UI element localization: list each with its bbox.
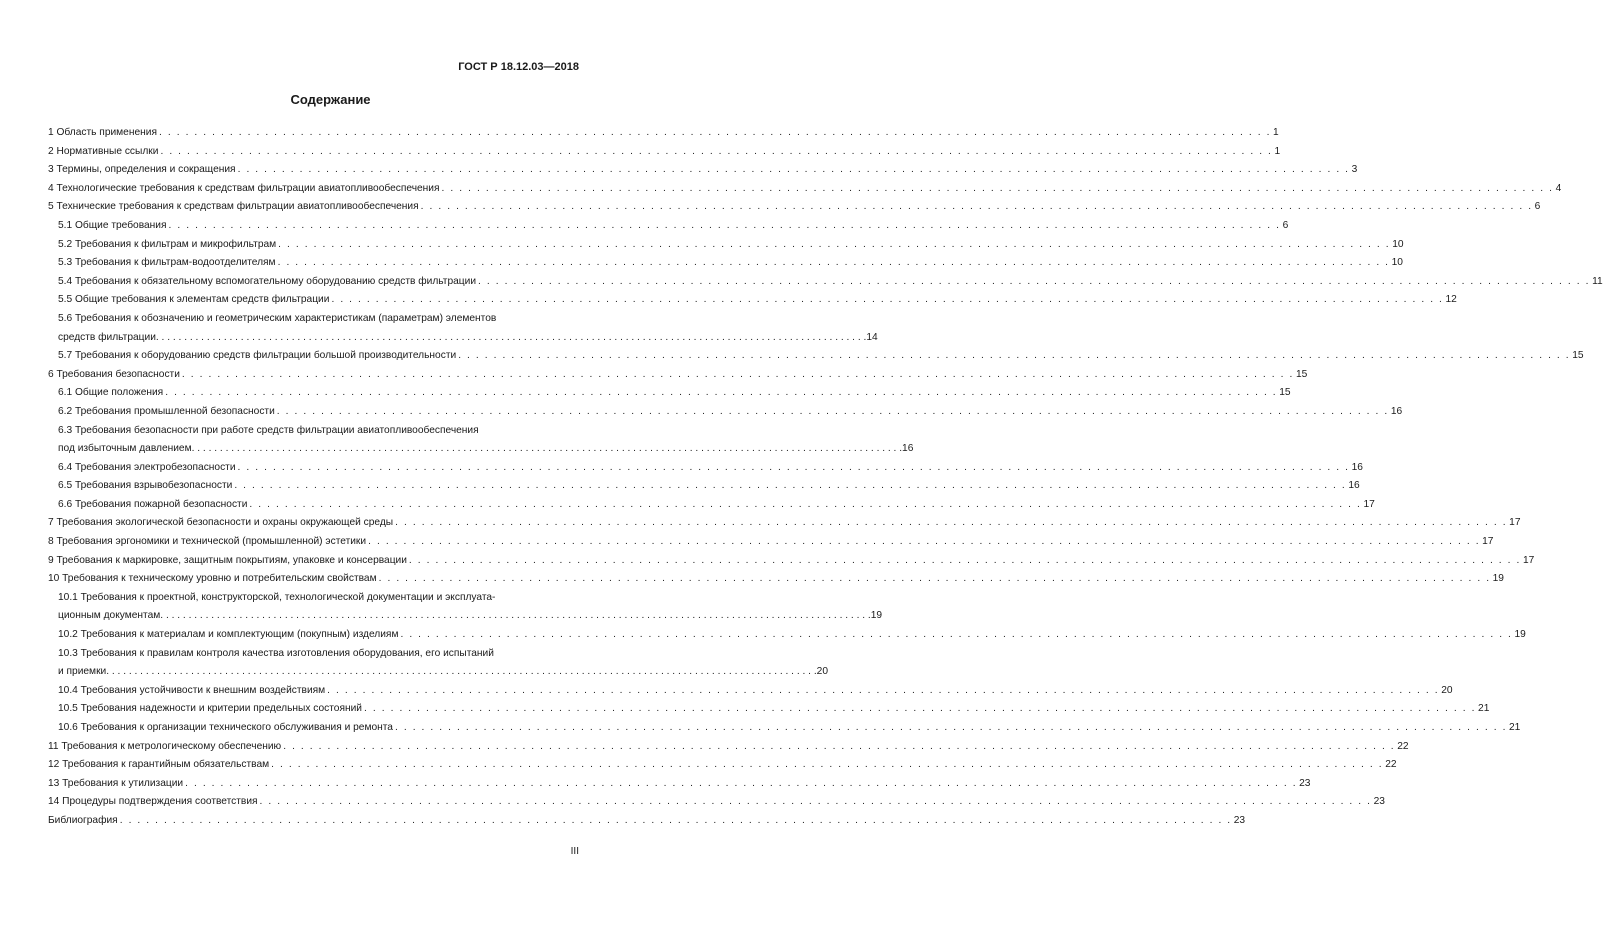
toc-entry-title: 5.4 Требования к обязательному вспомогательному оборудованию средств фильтрации [58,275,477,287]
toc-entry-title: 10.6 Требования к организации технического обслуживания и ремонта [58,722,393,733]
toc-leader: . . . . . . . . . . . . . . . . . . . . . . . . . . . . . . . . . . . . . . . . . . . . . . . . . . . . . . . . . . . . . . . . . . . . . . . . . . . . . . . . . . . . . . . . . . . . . . . . . . . . . . . . . . . . . . . . . . . . . . . . . . . . . . [237,461,1350,473]
toc-entry-page: 19 [1492,573,1504,585]
toc-entry-10-1[interactable] [48,589,883,626]
toc-entry-page: 19 [1514,629,1526,641]
toc-entry-title: 6.2 Требования промышленной безопасности [58,405,275,417]
toc-leader: . . . . . . . . . . . . . . . . . . . . . . . . . . . . . . . . . . . . . . . . . . . . . . . . . . . . . . . . . . . . . . . . . . . . . . . . . . . . . . . . . . . . . . . . . . . . . . . . . . . . . . . . . . . . . . . . . . . . . . . . . . . . . . [478,275,1591,287]
toc-entry-title: Библиография [48,814,118,826]
toc-entry-page: 15 [1572,350,1584,362]
toc-leader: . . . . . . . . . . . . . . . . . . . . . . . . . . . . . . . . . . . . . . . . . . . . . . . . . . . . . . . . . . . . . . . . . . . . . . . . . . . . . . . . . . . . . . . . . . . . . . . . . . . . . . . . . . . . . . . . . . . . . . . . . . . . . . [155,331,867,343]
toc-entry-title: 5.5 Общие требования к элементам средств фильтрации [58,294,330,306]
toc-entry-title: 5.7 Требования к оборудованию средств фильтрации большой производительности [58,350,457,362]
toc-entry-title: 4 Технологические требования к средствам фильтрации авиатопливообеспечения [48,182,440,194]
toc-leader: . . . . . . . . . . . . . . . . . . . . . . . . . . . . . . . . . . . . . . . . . . . . . . . . . . . . . . . . . . . . . . . . . . . . . . . . . . . . . . . . . . . . . . . . . . . . . . . . . . . . . . . . . . . . . . . . . . . . . . . . . . . . . . [191,443,903,455]
toc-entry-page: 3 [1351,164,1358,176]
page-title: Содержание [290,92,371,107]
toc-entry-page: 22 [1397,740,1409,752]
toc-leader: . . . . . . . . . . . . . . . . . . . . . . . . . . . . . . . . . . . . . . . . . . . . . . . . . . . . . . . . . . . . . . . . . . . . . . . . . . . . . . . . . . . . . . . . . . . . . . . . . . . . . . . . . . . . . . . . . . . . . . . . . . . . . . [165,387,1278,399]
toc-leader: . . . . . . . . . . . . . . . . . . . . . . . . . . . . . . . . . . . . . . . . . . . . . . . . . . . . . . . . . . . . . . . . . . . . . . . . . . . . . . . . . . . . . . . . . . . . . . . . . . . . . . . . . . . . . . . . . . . . . . . . . . . . . . [283,740,1396,752]
toc-entry-1[interactable] [48,124,1279,143]
toc-entry-10-4[interactable] [48,682,1453,701]
toc-entry-title: 10.2 Требования к материалам и комплектующим (покупным) изделиям [58,629,399,641]
toc-entry-title: 14 Процедуры подтверждения соответствия [48,796,258,808]
toc-entry-5-1[interactable] [48,217,1289,236]
toc-entry-title-line1: 10.3 Требования к правилам контроля качества изготовления оборудования, его испытаний [58,647,494,659]
toc-entry-title: и приемки [58,666,107,678]
toc-leader: . . . . . . . . . . . . . . . . . . . . . . . . . . . . . . . . . . . . . . . . . . . . . . . . . . . . . . . . . . . . . . . . . . . . . . . . . . . . . . . . . . . . . . . . . . . . . . . . . . . . . . . . . . . . . . . . . . . . . . . . . . . . . . [106,666,817,678]
toc-entry-title: 5.1 Общие требования [58,219,167,231]
toc-entry-title: 13 Требования к утилизации [48,777,184,789]
standard-number: ГОСТ Р 18.12.03—2018 [458,61,579,73]
toc-entry-title: 6.4 Требования электробезопасности [58,461,236,473]
toc-entry-13[interactable] [48,775,1311,794]
table-of-contents [48,124,1603,831]
toc-leader: . . . . . . . . . . . . . . . . . . . . . . . . . . . . . . . . . . . . . . . . . . . . . . . . . . . . . . . . . . . . . . . . . . . . . . . . . . . . . . . . . . . . . . . . . . . . . . . . . . . . . . . . . . . . . . . . . . . . . . . . . . . . . . [378,573,1491,585]
toc-leader: . . . . . . . . . . . . . . . . . . . . . . . . . . . . . . . . . . . . . . . . . . . . . . . . . . . . . . . . . . . . . . . . . . . . . . . . . . . . . . . . . . . . . . . . . . . . . . . . . . . . . . . . . . . . . . . . . . . . . . . . . . . . . . [168,219,1281,231]
toc-entry-6-1[interactable] [48,384,1291,403]
toc-leader: . . . . . . . . . . . . . . . . . . . . . . . . . . . . . . . . . . . . . . . . . . . . . . . . . . . . . . . . . . . . . . . . . . . . . . . . . . . . . . . . . . . . . . . . . . . . . . . . . . . . . . . . . . . . . . . . . . . . . . . . . . . . . . [278,238,1391,250]
toc-entry-title: 10.4 Требования устойчивости к внешним воздействиям [58,684,326,696]
toc-leader: . . . . . . . . . . . . . . . . . . . . . . . . . . . . . . . . . . . . . . . . . . . . . . . . . . . . . . . . . . . . . . . . . . . . . . . . . . . . . . . . . . . . . . . . . . . . . . . . . . . . . . . . . . . . . . . . . . . . . . . . . . . . . . [249,498,1362,510]
toc-entry-page: 16 [1351,461,1363,473]
toc-leader: . . . . . . . . . . . . . . . . . . . . . . . . . . . . . . . . . . . . . . . . . . . . . . . . . . . . . . . . . . . . . . . . . . . . . . . . . . . . . . . . . . . . . . . . . . . . . . . . . . . . . . . . . . . . . . . . . . . . . . . . . . . . . . [259,796,1372,808]
toc-entry-10-2[interactable] [48,626,1526,645]
toc-leader: . . . . . . . . . . . . . . . . . . . . . . . . . . . . . . . . . . . . . . . . . . . . . . . . . . . . . . . . . . . . . . . . . . . . . . . . . . . . . . . . . . . . . . . . . . . . . . . . . . . . . . . . . . . . . . . . . . . . . . . . . . . . . . [441,182,1554,194]
toc-entry-title: 2 Нормативные ссылки [48,145,159,157]
toc-entry-title: 10 Требования к техническому уровню и потребительским свойствам [48,573,377,585]
toc-entry-page: 23 [1299,777,1311,789]
toc-entry-8[interactable] [48,533,1494,552]
toc-entry-page: 20 [816,666,828,678]
toc-entry-title: 6 Требования безопасности [48,368,180,380]
toc-leader: . . . . . . . . . . . . . . . . . . . . . . . . . . . . . . . . . . . . . . . . . . . . . . . . . . . . . . . . . . . . . . . . . . . . . . . . . . . . . . . . . . . . . . . . . . . . . . . . . . . . . . . . . . . . . . . . . . . . . . . . . . . . . . [185,777,1298,789]
toc-entry-page: 16 [1390,405,1403,417]
toc-entry-12[interactable] [48,756,1397,775]
toc-leader: . . . . . . . . . . . . . . . . . . . . . . . . . . . . . . . . . . . . . . . . . . . . . . . . . . . . . . . . . . . . . . . . . . . . . . . . . . . . . . . . . . . . . . . . . . . . . . . . . . . . . . . . . . . . . . . . . . . . . . . . . . . . . . [331,294,1444,306]
toc-entry-title-line1: 5.6 Требования к обозначению и геометрическим характеристикам (параметрам) элементов [58,312,497,324]
toc-entry-6-3[interactable] [48,422,914,459]
toc-entry-title: 6.1 Общие положения [58,387,164,399]
toc-entry-page: 10 [1392,238,1404,250]
toc-entry-title: 10.5 Требования надежности и критерии предельных состояний [58,703,362,715]
toc-entry-title-line1: 6.3 Требования безопасности при работе средств фильтрации авиатопливообеспечения [58,424,479,436]
toc-entry-page: 16 [1348,480,1360,492]
toc-leader: . . . . . . . . . . . . . . . . . . . . . . . . . . . . . . . . . . . . . . . . . . . . . . . . . . . . . . . . . . . . . . . . . . . . . . . . . . . . . . . . . . . . . . . . . . . . . . . . . . . . . . . . . . . . . . . . . . . . . . . . . . . . . . [181,368,1294,380]
toc-entry-10[interactable] [48,570,1504,589]
toc-entry-title: 5.2 Требования к фильтрам и микрофильтрам [58,238,277,250]
toc-entry-5-5[interactable] [48,291,1457,310]
toc-leader: . . . . . . . . . . . . . . . . . . . . . . . . . . . . . . . . . . . . . . . . . . . . . . . . . . . . . . . . . . . . . . . . . . . . . . . . . . . . . . . . . . . . . . . . . . . . . . . . . . . . . . . . . . . . . . . . . . . . . . . . . . . . . . [395,517,1508,529]
toc-entry-page: 11 [1592,275,1603,287]
toc-entry-page: 22 [1385,759,1397,771]
toc-entry-title: 6.6 Требования пожарной безопасности [58,498,248,510]
toc-leader: . . . . . . . . . . . . . . . . . . . . . . . . . . . . . . . . . . . . . . . . . . . . . . . . . . . . . . . . . . . . . . . . . . . . . . . . . . . . . . . . . . . . . . . . . . . . . . . . . . . . . . . . . . . . . . . . . . . . . . . . . . . . . . [327,684,1440,696]
toc-leader: . . . . . . . . . . . . . . . . . . . . . . . . . . . . . . . . . . . . . . . . . . . . . . . . . . . . . . . . . . . . . . . . . . . . . . . . . . . . . . . . . . . . . . . . . . . . . . . . . . . . . . . . . . . . . . . . . . . . . . . . . . . . . . [400,629,1513,641]
toc-leader: . . . . . . . . . . . . . . . . . . . . . . . . . . . . . . . . . . . . . . . . . . . . . . . . . . . . . . . . . . . . . . . . . . . . . . . . . . . . . . . . . . . . . . . . . . . . . . . . . . . . . . . . . . . . . . . . . . . . . . . . . . . . . . [277,257,1390,269]
toc-entry-page: 10 [1391,257,1403,269]
toc-entry-page: 17 [1522,554,1535,566]
toc-leader: . . . . . . . . . . . . . . . . . . . . . . . . . . . . . . . . . . . . . . . . . . . . . . . . . . . . . . . . . . . . . . . . . . . . . . . . . . . . . . . . . . . . . . . . . . . . . . . . . . . . . . . . . . . . . . . . . . . . . . . . . . . . . . [160,610,871,622]
toc-entry-page: 4 [1555,182,1562,194]
toc-entry-title: 11 Требования к метрологическому обеспечению [48,740,282,752]
toc-entry-5-7[interactable] [48,347,1584,366]
toc-entry-11[interactable] [48,738,1409,757]
toc-entry-5-3[interactable] [48,254,1403,273]
toc-leader: . . . . . . . . . . . . . . . . . . . . . . . . . . . . . . . . . . . . . . . . . . . . . . . . . . . . . . . . . . . . . . . . . . . . . . . . . . . . . . . . . . . . . . . . . . . . . . . . . . . . . . . . . . . . . . . . . . . . . . . . . . . . . . [271,759,1384,771]
toc-entry-page: 23 [1373,796,1385,808]
toc-entry-7[interactable] [48,514,1521,533]
toc-entry-page: 17 [1363,498,1375,510]
toc-entry-5-4[interactable] [48,273,1603,292]
toc-entry-14[interactable] [48,793,1385,812]
toc-entry-6-4[interactable] [48,459,1363,478]
toc-entry-page: 17 [1509,517,1521,529]
toc-entry-10-3[interactable] [48,645,828,682]
toc-entry-6[interactable] [48,366,1308,385]
toc-entry-page: 19 [870,610,883,622]
toc-entry-page: 17 [1482,536,1494,548]
toc-entry-5-2[interactable] [48,236,1404,255]
toc-entry-page: 15 [1295,368,1308,380]
toc-entry-title: 3 Термины, определения и сокращения [48,164,236,176]
toc-entry-page: 15 [1279,387,1291,399]
toc-entry-title: 5 Технические требования к средствам фильтрации авиатопливообеспечения [48,201,419,213]
toc-leader: . . . . . . . . . . . . . . . . . . . . . . . . . . . . . . . . . . . . . . . . . . . . . . . . . . . . . . . . . . . . . . . . . . . . . . . . . . . . . . . . . . . . . . . . . . . . . . . . . . . . . . . . . . . . . . . . . . . . . . . . . . . . . . [234,480,1347,492]
toc-leader: . . . . . . . . . . . . . . . . . . . . . . . . . . . . . . . . . . . . . . . . . . . . . . . . . . . . . . . . . . . . . . . . . . . . . . . . . . . . . . . . . . . . . . . . . . . . . . . . . . . . . . . . . . . . . . . . . . . . . . . . . . . . . . [237,164,1350,176]
toc-entry-title: средств фильтрации [58,331,156,343]
toc-leader: . . . . . . . . . . . . . . . . . . . . . . . . . . . . . . . . . . . . . . . . . . . . . . . . . . . . . . . . . . . . . . . . . . . . . . . . . . . . . . . . . . . . . . . . . . . . . . . . . . . . . . . . . . . . . . . . . . . . . . . . . . . . . . [158,127,1272,138]
toc-entry-title: 7 Требования экологической безопасности и охраны окружающей среды [48,517,394,529]
toc-entry-10-5[interactable] [48,700,1490,719]
toc-leader: . . . . . . . . . . . . . . . . . . . . . . . . . . . . . . . . . . . . . . . . . . . . . . . . . . . . . . . . . . . . . . . . . . . . . . . . . . . . . . . . . . . . . . . . . . . . . . . . . . . . . . . . . . . . . . . . . . . . . . . . . . . . . . [364,703,1477,715]
toc-leader: . . . . . . . . . . . . . . . . . . . . . . . . . . . . . . . . . . . . . . . . . . . . . . . . . . . . . . . . . . . . . . . . . . . . . . . . . . . . . . . . . . . . . . . . . . . . . . . . . . . . . . . . . . . . . . . . . . . . . . . . . . . . . . [276,405,1389,417]
toc-entry-page: 6 [1282,219,1289,231]
toc-entry-page: 12 [1445,294,1457,306]
toc-entry-3[interactable] [48,161,1358,180]
toc-leader: . . . . . . . . . . . . . . . . . . . . . . . . . . . . . . . . . . . . . . . . . . . . . . . . . . . . . . . . . . . . . . . . . . . . . . . . . . . . . . . . . . . . . . . . . . . . . . . . . . . . . . . . . . . . . . . . . . . . . . . . . . . . . . [408,554,1521,566]
toc-leader: . . . . . . . . . . . . . . . . . . . . . . . . . . . . . . . . . . . . . . . . . . . . . . . . . . . . . . . . . . . . . . . . . . . . . . . . . . . . . . . . . . . . . . . . . . . . . . . . . . . . . . . . . . . . . . . . . . . . . . . . . . . . . . [368,536,1481,548]
toc-leader: . . . . . . . . . . . . . . . . . . . . . . . . . . . . . . . . . . . . . . . . . . . . . . . . . . . . . . . . . . . . . . . . . . . . . . . . . . . . . . . . . . . . . . . . . . . . . . . . . . . . . . . . . . . . . . . . . . . . . . . . . . . . . . [420,201,1533,213]
toc-entry-page: 6 [1534,201,1541,213]
toc-entry-page: 1 [1273,127,1279,138]
toc-entry-page: 23 [1233,814,1246,826]
toc-entry-page: 14 [866,331,878,343]
toc-entry-title: 9 Требования к маркировке, защитным покрытиям, упаковке и консервации [48,554,407,566]
toc-entry-9[interactable] [48,552,1535,571]
toc-entry-6-6[interactable] [48,496,1375,515]
toc-entry-title: 6.5 Требования взрывобезопасности [58,480,233,492]
toc-entry-page: 1 [1274,145,1281,157]
toc-entry-bibliography[interactable] [48,812,1246,831]
toc-entry-2[interactable] [48,143,1281,162]
toc-entry-title: 5.3 Требования к фильтрам-водоотделителям [58,257,276,269]
toc-entry-5-6[interactable] [48,310,878,347]
toc-entry-5[interactable] [48,198,1541,217]
toc-entry-6-2[interactable] [48,403,1403,422]
toc-leader: . . . . . . . . . . . . . . . . . . . . . . . . . . . . . . . . . . . . . . . . . . . . . . . . . . . . . . . . . . . . . . . . . . . . . . . . . . . . . . . . . . . . . . . . . . . . . . . . . . . . . . . . . . . . . . . . . . . . . . . . . . . . . . [119,814,1232,826]
toc-entry-4[interactable] [48,180,1562,199]
toc-entry-page: 16 [902,443,914,455]
toc-leader: . . . . . . . . . . . . . . . . . . . . . . . . . . . . . . . . . . . . . . . . . . . . . . . . . . . . . . . . . . . . . . . . . . . . . . . . . . . . . . . . . . . . . . . . . . . . . . . . . . . . . . . . . . . . . . . . . . . . . . . . . . . . . . [394,722,1508,733]
toc-leader: . . . . . . . . . . . . . . . . . . . . . . . . . . . . . . . . . . . . . . . . . . . . . . . . . . . . . . . . . . . . . . . . . . . . . . . . . . . . . . . . . . . . . . . . . . . . . . . . . . . . . . . . . . . . . . . . . . . . . . . . . . . . . . [160,145,1273,157]
toc-leader: . . . . . . . . . . . . . . . . . . . . . . . . . . . . . . . . . . . . . . . . . . . . . . . . . . . . . . . . . . . . . . . . . . . . . . . . . . . . . . . . . . . . . . . . . . . . . . . . . . . . . . . . . . . . . . . . . . . . . . . . . . . . . . [458,350,1571,362]
toc-entry-page: 21 [1478,703,1490,715]
toc-entry-title: 12 Требования к гарантийным обязательствам [48,759,270,771]
toc-entry-10-6[interactable] [48,719,1521,738]
toc-entry-title: 1 Область применения [48,127,157,138]
page-number: III [570,846,579,857]
toc-entry-6-5[interactable] [48,477,1360,496]
toc-entry-title: 8 Требования эргономики и технической (промышленной) эстетики [48,536,367,548]
toc-entry-page: 21 [1509,722,1521,733]
toc-entry-title: под избыточным давлением [58,443,192,455]
toc-entry-title: ционным документам [58,610,161,622]
toc-entry-title-line1: 10.1 Требования к проектной, конструкторской, технологической документации и эксплуата- [58,591,496,603]
toc-entry-page: 20 [1441,684,1453,696]
